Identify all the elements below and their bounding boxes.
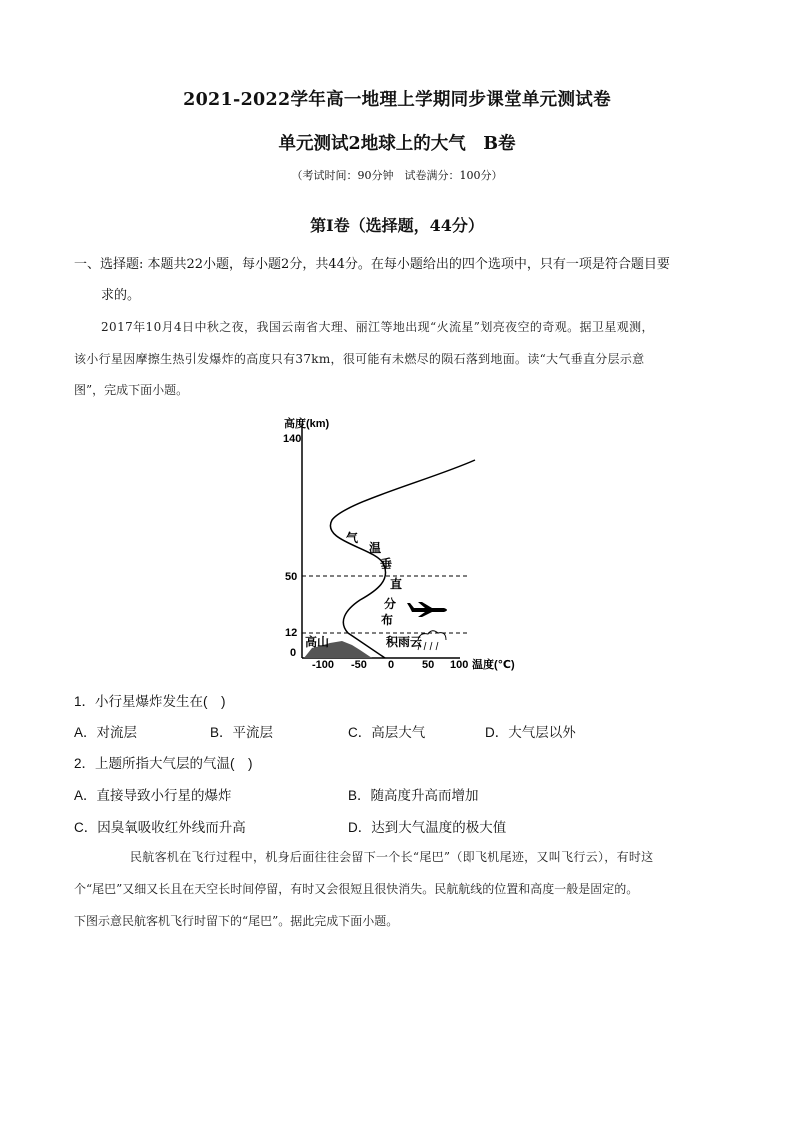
exam-info: （考试时间：90分钟 试卷满分：100分） xyxy=(291,169,503,182)
question-2-option-c[interactable]: C．因臭氧吸收红外线而升高 xyxy=(74,820,246,835)
curve-label-6: 布 xyxy=(381,613,394,627)
question-2-stem: 2．上题所指大气层的气温( ) xyxy=(74,756,253,771)
x-tick--50: -50 xyxy=(351,659,367,671)
exam-title: 2021-2022学年高一地理上学期同步课堂单元测试卷 xyxy=(183,90,611,110)
atmosphere-layer-diagram xyxy=(260,410,540,675)
passage1-line-1: 2017年10月4日中秋之夜，我国云南省大理、丽江等地出现“火流星”划亮夜空的奇观。据卫星观测， xyxy=(101,320,654,334)
mountain-label: 高山 xyxy=(305,635,330,649)
y-axis-label: 高度(km) xyxy=(284,418,330,430)
y-tick-0: 0 xyxy=(290,647,297,659)
y-tick-140: 140 xyxy=(283,433,302,445)
y-tick-12: 12 xyxy=(285,627,298,639)
x-axis-label: 温度(℃) xyxy=(472,659,515,671)
curve-label-1: 气 xyxy=(346,531,359,545)
curve-label-4: 直 xyxy=(390,577,403,591)
section-title: 第Ⅰ卷（选择题，44分） xyxy=(310,216,484,235)
curve-label-3: 垂 xyxy=(380,557,393,571)
passage2-line-2: 个“尾巴”又细又长且在天空长时间停留，有时又会很短且很快消失。民航航线的位置和高度一般是固定的。 xyxy=(74,882,639,896)
curve-label-2: 温 xyxy=(369,541,382,555)
instruction-line-1: 一、选择题: 本题共22小题，每小题2分，共44分。在每小题给出的四个选项中，只有一项是符合题目要 xyxy=(74,257,670,272)
cloud-label: 积雨云 xyxy=(386,635,423,649)
question-1-option-a[interactable]: A．对流层 xyxy=(74,725,138,740)
passage2-line-3: 下图示意民航客机飞行时留下的“尾巴”。据此完成下面小题。 xyxy=(74,914,399,928)
y-tick-50: 50 xyxy=(285,571,298,583)
passage1-line-2: 该小行星因摩擦生热引发爆炸的高度只有37km，很可能有未燃尽的陨石落到地面。读“大气垂直分层示意 xyxy=(74,352,645,366)
question-1-option-c[interactable]: C．高层大气 xyxy=(348,725,426,740)
question-1-stem: 1．小行星爆炸发生在( ) xyxy=(74,694,226,709)
instruction-line-2: 求的。 xyxy=(101,288,141,303)
unit-title: 单元测试2地球上的大气 B卷 xyxy=(278,134,516,154)
temperature-curve xyxy=(330,460,475,658)
question-1-option-d[interactable]: D．大气层以外 xyxy=(485,725,576,740)
passage1-line-3: 图”，完成下面小题。 xyxy=(74,383,189,397)
curve-label-5: 分 xyxy=(384,597,397,611)
x-tick--100: -100 xyxy=(312,659,335,671)
question-1-option-b[interactable]: B．平流层 xyxy=(210,725,274,740)
x-tick-50: 50 xyxy=(422,659,435,671)
airplane-icon xyxy=(407,602,447,617)
x-tick-0: 0 xyxy=(388,659,395,671)
question-2-option-a[interactable]: A．直接导致小行星的爆炸 xyxy=(74,788,232,803)
cumulonimbus-cloud-icon xyxy=(418,631,446,650)
question-2-option-b[interactable]: B．随高度升高而增加 xyxy=(348,788,479,803)
x-tick-100: 100 xyxy=(450,659,469,671)
question-2-option-d[interactable]: D．达到大气温度的极大值 xyxy=(348,820,507,835)
passage2-line-1: 民航客机在飞行过程中，机身后面往往会留下一个长“尾巴”（即飞机尾迹，又叫飞行云），有时这 xyxy=(130,850,654,864)
